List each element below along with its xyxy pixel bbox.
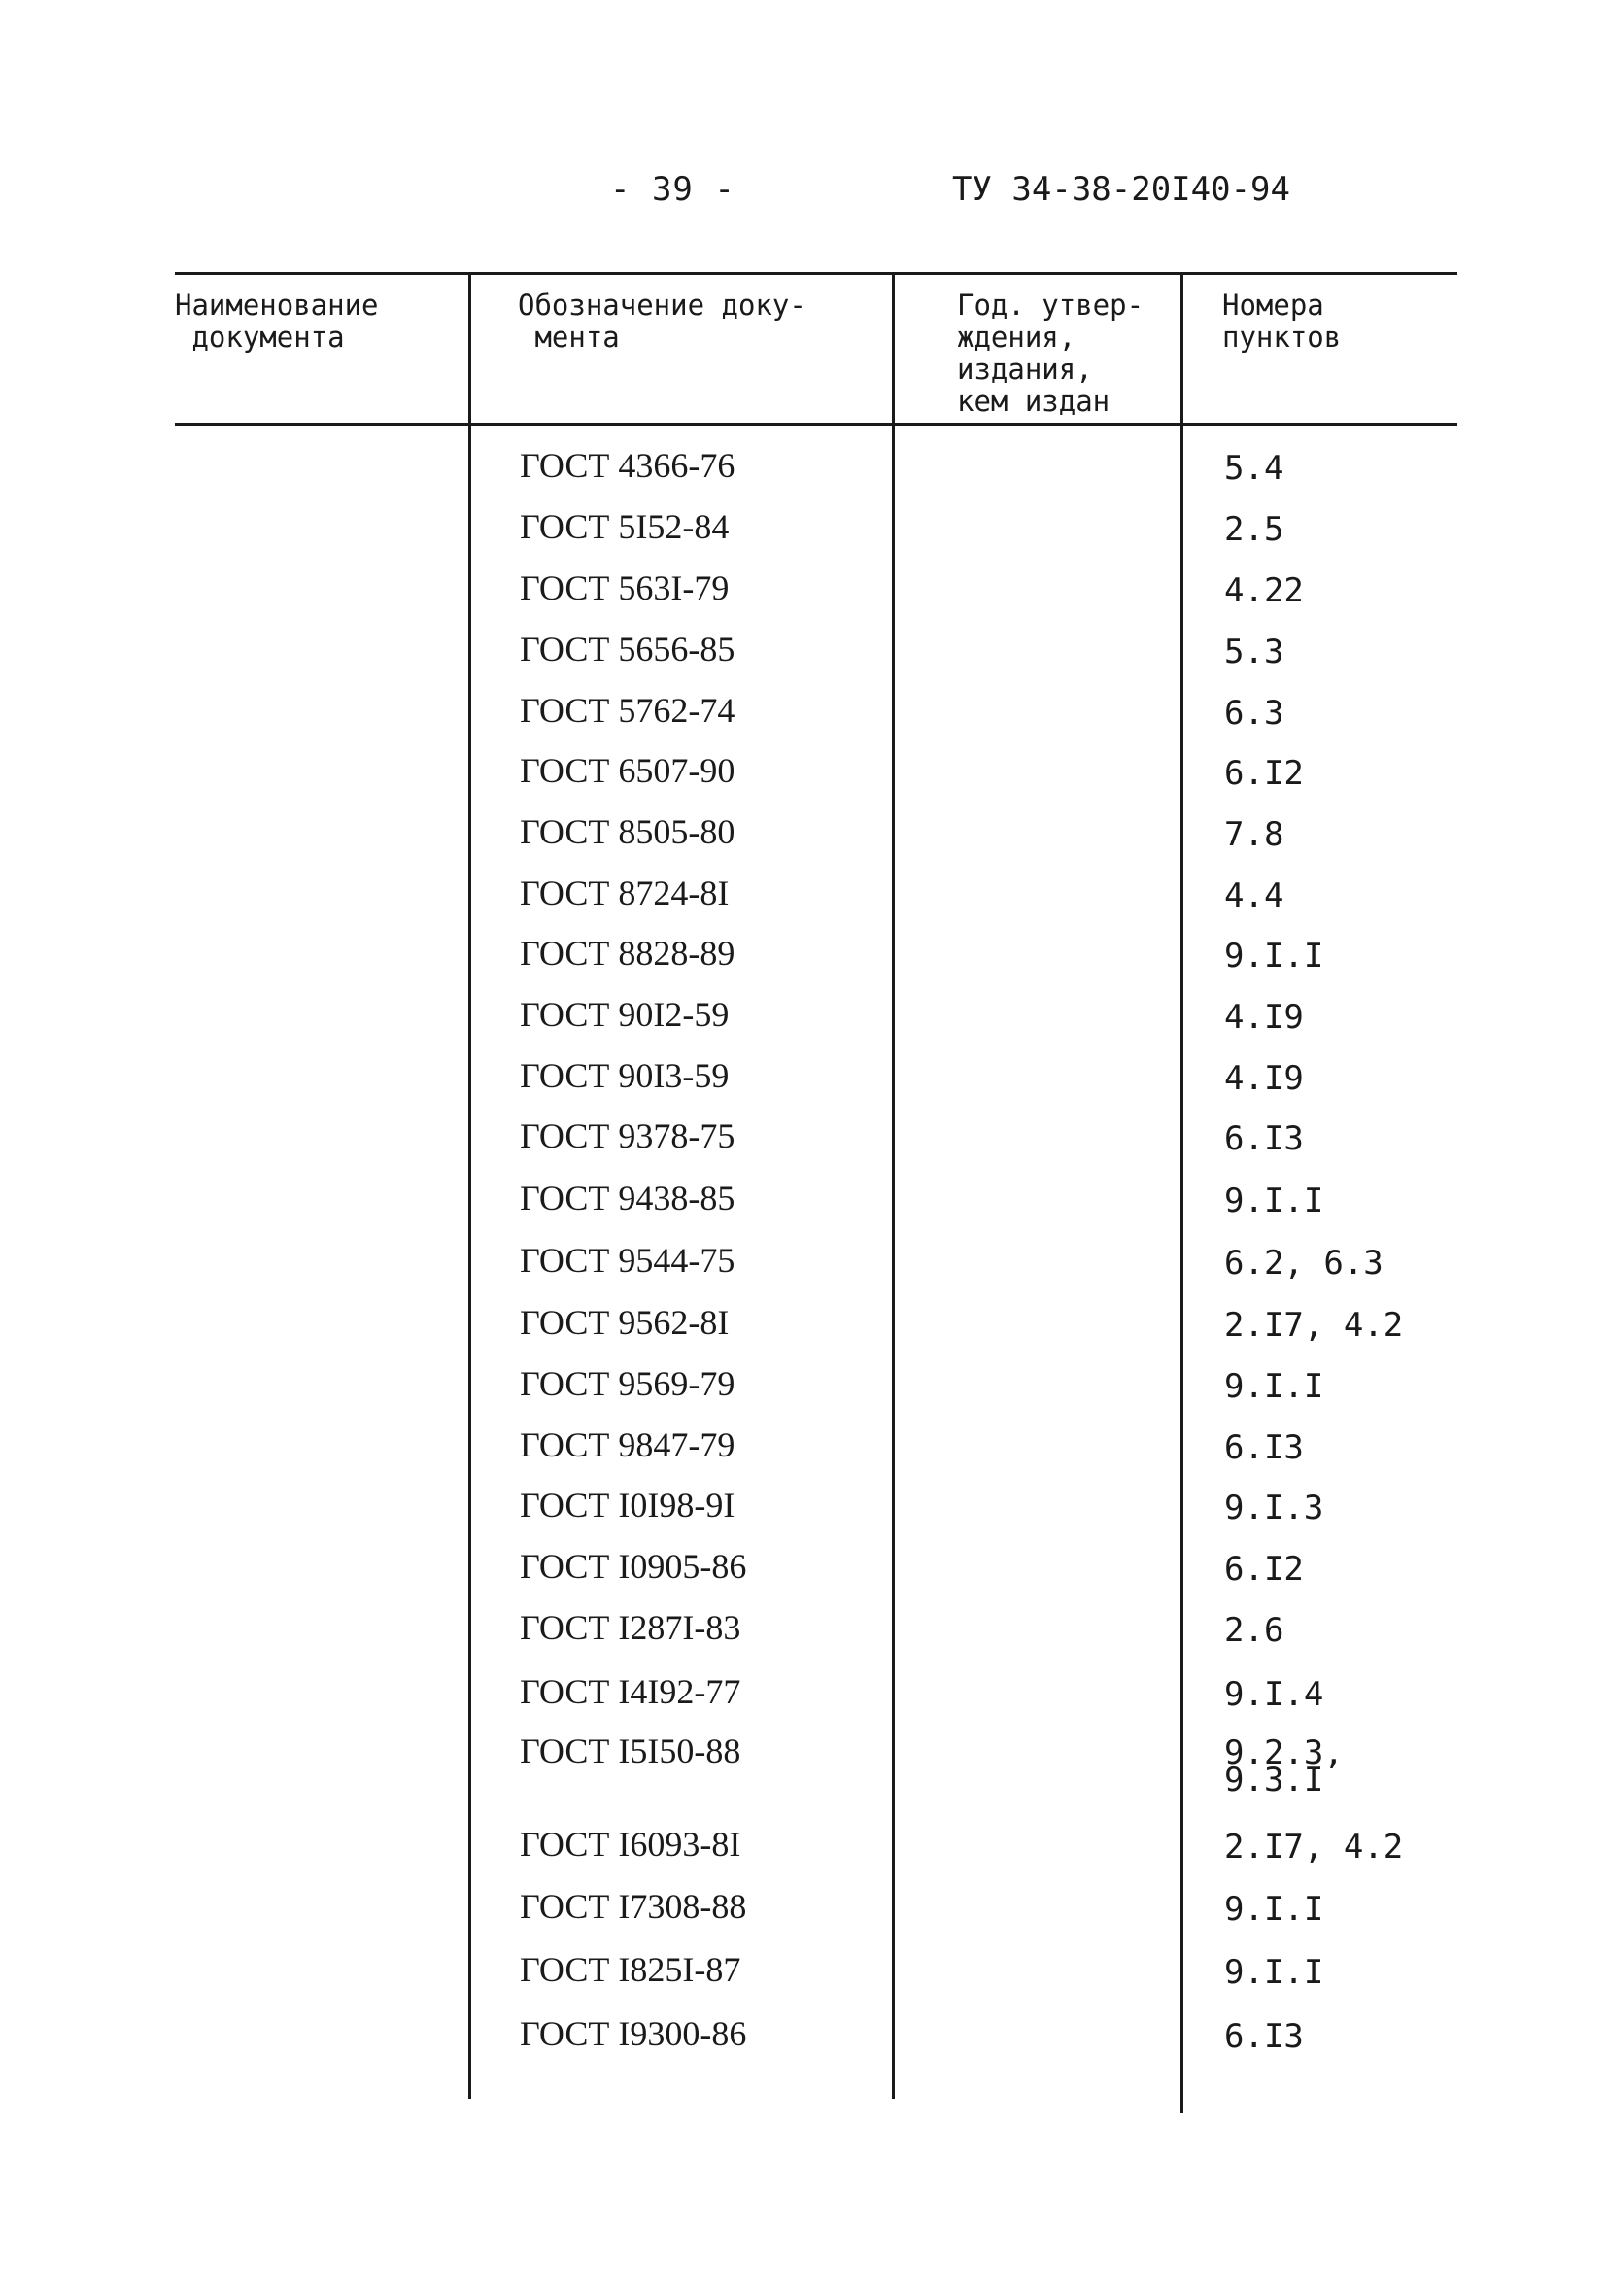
column-divider-1 bbox=[468, 272, 471, 2099]
table-row-clauses: 4.22 bbox=[1224, 571, 1304, 610]
table-row-clauses: 6.I2 bbox=[1224, 754, 1304, 793]
table-row-clauses: 9.I.3 bbox=[1224, 1489, 1324, 1527]
table-row-code: ГОСТ I5I50-88 bbox=[520, 1731, 741, 1770]
table-row-code: ГОСТ I0I98-9I bbox=[520, 1486, 735, 1525]
table-row-clauses: 9.I.I bbox=[1224, 937, 1324, 976]
table-row-code: ГОСТ 563I-79 bbox=[520, 568, 730, 607]
table-row-code: ГОСТ 4366-76 bbox=[520, 446, 735, 485]
table-row-clauses: 9.I.I bbox=[1224, 1182, 1324, 1220]
table-row-clauses: 2.I7, 4.2 bbox=[1224, 1306, 1404, 1345]
table-row-code: ГОСТ 90I2-59 bbox=[520, 995, 730, 1034]
column-divider-3 bbox=[1180, 272, 1183, 2113]
table-row-code: ГОСТ 9569-79 bbox=[520, 1364, 735, 1403]
document-code: ТУ 34-38-20I40-94 bbox=[952, 170, 1290, 209]
table-header-rule bbox=[175, 423, 1457, 426]
table-row-code: ГОСТ 9544-75 bbox=[520, 1241, 735, 1280]
table-row-code: ГОСТ 8724-8I bbox=[520, 874, 730, 912]
table-row-code: ГОСТ I6093-8I bbox=[520, 1825, 741, 1864]
table-row-code: ГОСТ 5I52-84 bbox=[520, 507, 730, 546]
table-row-clauses: 2.6 bbox=[1224, 1611, 1284, 1650]
table-row-code: ГОСТ 5656-85 bbox=[520, 630, 735, 668]
table-row-code: ГОСТ 8828-89 bbox=[520, 934, 735, 973]
table-row-clauses: 6.2, 6.3 bbox=[1224, 1244, 1384, 1283]
table-row-code: ГОСТ 90I3-59 bbox=[520, 1056, 730, 1095]
header-document-designation: Обозначение доку- мента bbox=[518, 289, 806, 354]
header-clause-numbers: Номера пунктов bbox=[1222, 289, 1342, 354]
table-row-code: ГОСТ I4I92-77 bbox=[520, 1672, 741, 1711]
table-row-clauses: 6.I3 bbox=[1224, 1119, 1304, 1158]
table-row-clauses: 2.I7, 4.2 bbox=[1224, 1828, 1404, 1867]
table-row-clauses: 5.4 bbox=[1224, 449, 1284, 488]
table-row-code: ГОСТ I287I-83 bbox=[520, 1608, 741, 1647]
column-divider-2 bbox=[892, 272, 895, 2099]
table-row-clauses: 6.I3 bbox=[1224, 2017, 1304, 2056]
table-row-clauses: 9.I.I bbox=[1224, 1953, 1324, 1992]
table-row-clauses: 9.I.I bbox=[1224, 1890, 1324, 1929]
table-row-clauses: 9.2.3, 9.3.I bbox=[1224, 1733, 1344, 1799]
page-number: - 39 - bbox=[610, 170, 735, 209]
table-row-code: ГОСТ 5762-74 bbox=[520, 691, 735, 730]
table-row-code: ГОСТ I825I-87 bbox=[520, 1950, 741, 1989]
table-row-code: ГОСТ 9438-85 bbox=[520, 1179, 735, 1217]
table-row-code: ГОСТ I0905-86 bbox=[520, 1547, 747, 1586]
table-row-clauses: 2.5 bbox=[1224, 510, 1284, 549]
table-top-rule bbox=[175, 272, 1457, 275]
table-row-code: ГОСТ 9562-8I bbox=[520, 1303, 730, 1342]
table-row-clauses: 5.3 bbox=[1224, 633, 1284, 671]
table-row-clauses: 9.I.4 bbox=[1224, 1675, 1324, 1714]
table-row-clauses: 4.4 bbox=[1224, 876, 1284, 915]
table-row-code: ГОСТ 8505-80 bbox=[520, 812, 735, 851]
table-row-clauses: 6.I2 bbox=[1224, 1550, 1304, 1589]
table-row-clauses: 6.3 bbox=[1224, 694, 1284, 733]
table-row-clauses: 4.I9 bbox=[1224, 1059, 1304, 1098]
table-row-clauses: 9.I.I bbox=[1224, 1367, 1324, 1406]
table-row-clauses: 4.I9 bbox=[1224, 998, 1304, 1037]
table-row-clauses: 7.8 bbox=[1224, 815, 1284, 854]
table-row-code: ГОСТ I9300-86 bbox=[520, 2014, 747, 2053]
header-document-name: Наименование документа bbox=[175, 289, 379, 354]
table-row-code: ГОСТ I7308-88 bbox=[520, 1887, 747, 1926]
table-row-clauses: 6.I3 bbox=[1224, 1428, 1304, 1467]
table-row-code: ГОСТ 9378-75 bbox=[520, 1116, 735, 1155]
header-approval-year: Год. утвер- ждения, издания, кем издан bbox=[957, 289, 1145, 418]
table-row-code: ГОСТ 6507-90 bbox=[520, 751, 735, 790]
table-row-code: ГОСТ 9847-79 bbox=[520, 1425, 735, 1464]
